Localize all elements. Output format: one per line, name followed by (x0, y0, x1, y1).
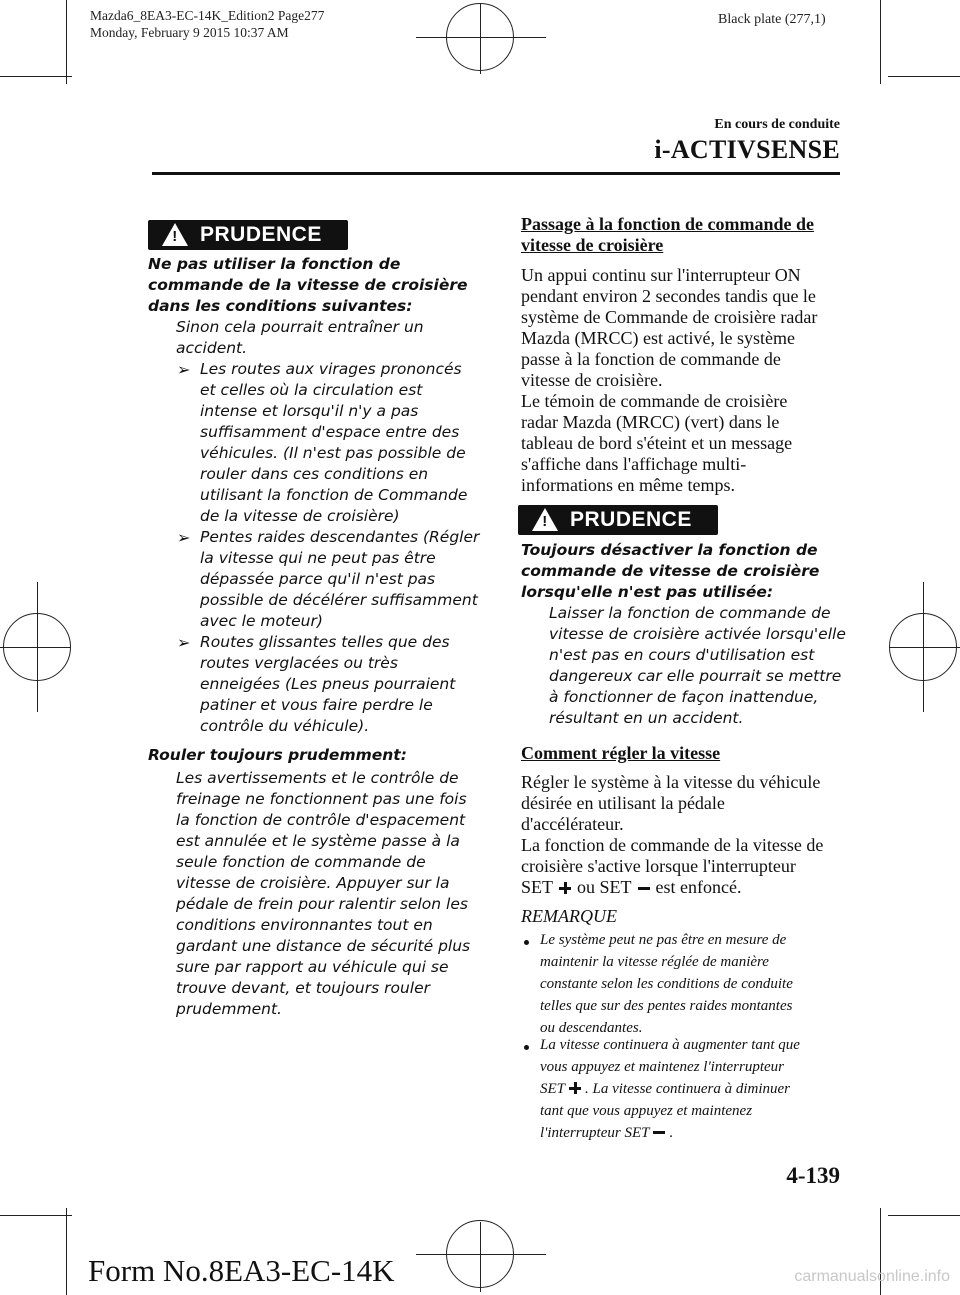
caution-badge (518, 505, 718, 535)
form-number: Form No.8EA3-EC-14K (88, 1253, 395, 1288)
arrow-bullet-icon: ➢ (177, 633, 191, 652)
list-item (200, 527, 479, 632)
slug-line: Mazda6_8EA3-EC-14K_Edition2 Page277 (90, 8, 325, 23)
section-title: i-ACTIVSENSE (654, 135, 840, 164)
caution-badge (148, 220, 348, 250)
text-line: Mazda (MRCC) est activé, le système (521, 328, 795, 348)
text-line: informations en même temps. (521, 475, 735, 495)
text-line: vous appuyez et maintenez l'interrupteur (540, 1059, 784, 1075)
header-rule (152, 172, 840, 175)
drive-text (176, 768, 470, 1020)
plate-label: Black plate (277,1) (718, 12, 826, 27)
text-line: accident. (176, 339, 248, 357)
bullet-dot-icon (524, 1045, 529, 1050)
text-line: d'accélérateur. (521, 814, 624, 834)
paragraph (521, 265, 817, 496)
set-label: l'interrupteur SET (540, 1125, 650, 1141)
set-label: SET (521, 877, 554, 897)
heading-mode-switch (521, 214, 814, 256)
text-line (540, 1122, 800, 1144)
text-line: s'affiche dans l'affichage multi- (521, 454, 747, 474)
watermark: carmanualsonline.info (794, 1268, 950, 1285)
crop-mark (888, 1215, 960, 1216)
text-line: vitesse de croisière (521, 235, 664, 255)
text-line: croisière s'active lorsque l'interrupteur (521, 856, 796, 876)
text-line: la vitesse qui ne peut pas être (200, 549, 436, 567)
arrow-bullet-icon: ➢ (177, 528, 191, 547)
text-line: seule fonction de commande de (176, 853, 426, 871)
text-line: commande de vitesse de croisière (521, 562, 820, 580)
text-line: utilisant la fonction de Commande (200, 486, 468, 504)
text-line: tableau de bord s'éteint et un message (521, 433, 793, 453)
text-line: contrôle du véhicule). (200, 717, 370, 735)
caution-text (549, 603, 846, 729)
text-line: Les avertissements et le contrôle de (176, 769, 459, 787)
caution-intro (176, 317, 424, 359)
text-line: telles que sur des pentes raides montantes (540, 998, 793, 1014)
text-line: la fonction de contrôle d'espacement (176, 811, 466, 829)
crop-mark (880, 0, 881, 84)
crop-mark (0, 76, 72, 77)
text-line: constante selon les conditions de conduite (540, 976, 793, 992)
text-line: Sinon cela pourrait entraîner un (176, 318, 424, 336)
slug-line: Monday, February 9 2015 10:37 AM (90, 25, 289, 40)
text-line: dans les conditions suivantes: (148, 297, 413, 315)
text-line (521, 877, 823, 898)
text-line: prudemment. (176, 1000, 282, 1018)
text-line: de la vitesse de croisière) (200, 507, 400, 525)
list-item (200, 359, 467, 527)
text-line: patiner et vous faire perdre le (200, 696, 433, 714)
text-line: Toujours désactiver la fonction de (521, 541, 818, 559)
registration-circle (3, 613, 71, 681)
note-item (540, 1034, 800, 1144)
text-line: freinage ne fonctionnent pas une fois (176, 790, 467, 808)
text-line: Les routes aux virages prononcés (200, 360, 462, 378)
section-subtitle: En cours de conduite (714, 117, 840, 132)
text-line: trouve devant, et toujours rouler (176, 979, 431, 997)
text-line: est annulée et le système passe à la (176, 832, 460, 850)
text-line: système de Commande de croisière radar (521, 307, 818, 327)
text-fragment: . (669, 1125, 674, 1141)
text-line: n'est pas en cours d'utilisation est (549, 646, 815, 664)
drive-title: Rouler toujours prudemment: (148, 746, 407, 764)
crop-mark (66, 0, 67, 84)
set-label: SET (540, 1081, 566, 1097)
text-line: Laisser la fonction de commande de (549, 604, 831, 622)
text-line: vitesse de croisière. (521, 370, 663, 390)
set-label: ou SET (577, 877, 632, 897)
paragraph (521, 772, 823, 898)
text-line: Ne pas utiliser la fonction de (148, 255, 401, 273)
exclamation-icon: ! (172, 228, 178, 245)
text-line: possible de décélérer suffisamment (200, 591, 478, 609)
registration-circle (889, 613, 957, 681)
text-line: désirée en utilisant la pédale (521, 793, 725, 813)
plus-icon (569, 1082, 581, 1094)
text-line: Le témoin de commande de croisière (521, 391, 788, 411)
caution-title (148, 254, 468, 317)
text-line: véhicules. (Il n'est pas possible de (200, 444, 466, 462)
text-line: Un appui continu sur l'interrupteur ON (521, 265, 801, 285)
text-line: intense et lorsqu'il n'y a pas (200, 402, 419, 420)
text-line: commande de la vitesse de croisière (148, 276, 468, 294)
text-line: sure par rapport au véhicule qui se (176, 958, 449, 976)
text-line: pendant environ 2 secondes tandis que le (521, 286, 816, 306)
text-line: La vitesse continuera à augmenter tant que (540, 1037, 800, 1053)
text-fragment: est enfoncé. (655, 877, 742, 897)
arrow-bullet-icon: ➢ (177, 360, 191, 379)
list-item (200, 632, 455, 737)
text-line: passe à la fonction de commande de (521, 349, 781, 369)
text-line: vitesse de croisière. Appuyer sur la (176, 874, 450, 892)
text-line: tant que vous appuyez et maintenez (540, 1103, 753, 1119)
text-line: vitesse de croisière activée lorsqu'elle (549, 625, 846, 643)
registration-circle (446, 1220, 514, 1288)
text-line: dépassée parce qu'il n'est pas (200, 570, 436, 588)
print-slug (90, 7, 324, 41)
text-line: suffisamment d'espace entre des (200, 423, 460, 441)
text-line: Routes glissantes telles que des (200, 633, 450, 651)
caution-title (521, 540, 819, 603)
text-line: lorsqu'elle n'est pas utilisée: (521, 583, 774, 601)
exclamation-icon: ! (542, 513, 548, 530)
crop-mark (0, 1215, 72, 1216)
note-item (540, 929, 793, 1039)
note-title: REMARQUE (521, 906, 617, 926)
crop-mark (888, 76, 960, 77)
text-line: Passage à la fonction de commande de (521, 214, 814, 234)
registration-circle (446, 3, 514, 71)
text-line: maintenir la vitesse réglée de manière (540, 954, 769, 970)
text-line (540, 1078, 800, 1100)
minus-icon (638, 882, 650, 894)
crop-mark (66, 1208, 67, 1295)
text-line: résultant en un accident. (549, 709, 744, 727)
text-line: gardant une distance de sécurité plus (176, 937, 471, 955)
text-line: avec le moteur) (200, 612, 323, 630)
plus-icon (559, 882, 571, 894)
text-line: Pentes raides descendantes (Régler (200, 528, 480, 546)
text-line: pédale de frein pour ralentir selon les (176, 895, 468, 913)
text-line: La fonction de commande de la vitesse de (521, 835, 824, 855)
text-line: enneigées (Les pneus pourraient (200, 675, 456, 693)
text-line: radar Mazda (MRCC) (vert) dans le (521, 412, 780, 432)
text-line: Le système peut ne pas être en mesure de (540, 932, 787, 948)
text-fragment: . La vitesse continuera à diminuer (585, 1081, 790, 1097)
text-line: routes verglacées ou très (200, 654, 398, 672)
caution-label: PRUDENCE (570, 508, 692, 531)
heading-set-speed: Comment régler la vitesse (521, 743, 721, 763)
text-line: à fonctionner de façon inattendue, (549, 688, 819, 706)
minus-icon (653, 1126, 665, 1138)
text-line: rouler dans ces conditions en (200, 465, 429, 483)
text-line: conditions environnantes tout en (176, 916, 433, 934)
text-line: et celles où la circulation est (200, 381, 423, 399)
text-line: dangereux car elle pourrait se mettre (549, 667, 842, 685)
text-line: ou descendantes. (540, 1020, 643, 1036)
page-number: 4-139 (786, 1163, 840, 1188)
text-line: Régler le système à la vitesse du véhicule (521, 772, 821, 792)
bullet-dot-icon (524, 940, 529, 945)
caution-label: PRUDENCE (200, 223, 322, 246)
